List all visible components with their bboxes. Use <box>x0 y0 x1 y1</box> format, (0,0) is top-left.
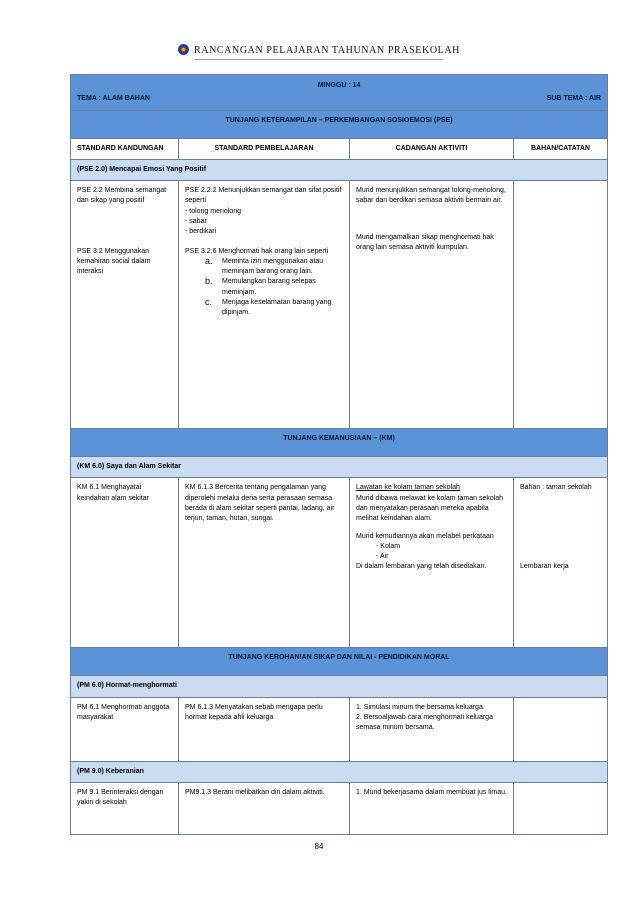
section-row-pse <box>71 160 608 181</box>
content-row-pm9 <box>71 782 608 834</box>
column-header-row <box>71 139 608 160</box>
cell-aktiviti-pse <box>350 181 514 429</box>
cell-bahan-km <box>514 478 608 648</box>
pillar-row-pse <box>71 111 608 139</box>
sk-pse-3-2: PSE 3.2 Menggunakan kemahiran social dalam interaksi <box>77 247 151 275</box>
section-row-pm9 <box>71 761 608 782</box>
sp-pse-2-2-2: PSE 2.2.2 Menunjukkan semangat dan sifat positif seperti <box>185 187 342 205</box>
aktiviti-pm6-2: 2. Bersoaljawab cara menghormati keluarga semasa minum bersama. <box>356 713 493 731</box>
sp-list-item <box>185 277 343 297</box>
list-marker: a. <box>205 256 213 267</box>
sk-km-6-1: KM 6.1 Menghayatai keindahan alam sekitar <box>77 484 149 502</box>
page-number: 84 <box>314 842 324 851</box>
cell-sp-pm9 <box>179 782 350 834</box>
column-header-sk: STANDARD KANDUNGAN <box>71 139 179 160</box>
cell-bahan-pm6 <box>514 697 608 761</box>
list-marker: b. <box>205 276 213 287</box>
pillar-title-pm: TUNJANG KEROHANIAN SIKAP DAN NILAI - PENDIDIKAN MORAL <box>71 648 608 676</box>
cell-sp-km <box>179 478 350 648</box>
week-banner-row <box>71 75 608 111</box>
section-title-km: (KM 6.0) Saya dan Alam Sekitar <box>71 457 608 478</box>
ministry-logo-icon <box>178 44 189 55</box>
cell-bahan-pse <box>514 181 608 429</box>
aktiviti-km-body: Murid dibawa melawat ke kolam taman sekolah dan menyatakan perasaan mereka apabila melihat keindahan alam. <box>356 494 504 522</box>
week-banner <box>71 75 608 111</box>
cell-sp-pm6 <box>179 697 350 761</box>
cell-aktiviti-pm6 <box>350 697 514 761</box>
sk-pse-2-2: PSE 2.2 Membina semangat dan sikap yang positif <box>77 187 167 205</box>
aktiviti-pse-1: Murid menunjukkan semangat tolong-menolong, sabar dan berdikari semasa aktiviti bermain air. <box>356 187 506 205</box>
list-text: Meminta izin menggunakan atau meminjam barang orang lain. <box>222 258 324 276</box>
section-title-pm9: (PM 9.0) Keberanian <box>71 761 608 782</box>
bahan-km-1: Bahan : taman sekolah <box>520 484 592 492</box>
sp-pse-3-2-6: PSE 3.2.6 Menghormati hak orang lain seperti <box>185 247 329 255</box>
aktiviti-pm6-1: 1. Simulasi minum the bersama keluarga. <box>356 703 485 711</box>
cell-aktiviti-pm9 <box>350 782 514 834</box>
pillar-title-pse: TUNJANG KETERAMPILAN – PERKEMBANGAN SOSIOEMOSI (PSE) <box>71 111 608 139</box>
pillar-row-km <box>71 429 608 457</box>
cell-sk-pse <box>71 181 179 429</box>
section-row-km <box>71 457 608 478</box>
sp-list-item <box>185 257 343 277</box>
sp-list-item: - tolong menolong <box>185 207 242 215</box>
cell-bahan-pm9 <box>514 782 608 834</box>
column-header-sp: STANDARD PEMBELAJARAN <box>179 139 350 160</box>
section-title-pm6: (PM 6.0) Hormat-menghormati <box>71 676 608 697</box>
aktiviti-km-title: Lawatan ke kolam taman sekolah <box>356 484 460 492</box>
document-title: RANCANGAN PELAJARAN TAHUNAN PRASEKOLAH <box>194 45 460 56</box>
content-row-km <box>71 478 608 648</box>
theme-label: TEMA : ALAM BAHAN <box>77 94 150 102</box>
pillar-row-pm <box>71 648 608 676</box>
page-header <box>0 44 638 56</box>
lesson-plan-table <box>70 74 608 835</box>
aktiviti-km-sheet: Di dalam lembaran yang telah disediakan. <box>356 563 487 571</box>
content-row-pm6 <box>71 697 608 761</box>
aktiviti-km-label-item: - Kolam <box>376 543 401 551</box>
sp-pm-9-1-3: PM9.1.3 Berani melibatkan diri dalam aktiviti. <box>185 788 325 796</box>
sk-pm-9-1: PM 9.1 Berinteraksi dengan yakin di sekolah <box>77 788 164 806</box>
pillar-title-km: TUNJANG KEMANUSIAAN – (KM) <box>71 429 608 457</box>
week-label: MINGGU : 14 <box>317 82 361 89</box>
content-row-pse <box>71 181 608 429</box>
section-title-pse: (PSE 2.0) Mencapai Emosi Yang Positif <box>71 160 608 181</box>
section-row-pm6 <box>71 676 608 697</box>
cell-aktiviti-km <box>350 478 514 648</box>
sk-pm-6-1: PM 6.1 Menghormati anggota masyarakat <box>77 703 170 721</box>
aktiviti-km-label-intro: Murid kemudiannya akan melabel perkataan <box>356 532 494 540</box>
sp-list-item: - berdikari <box>185 227 217 235</box>
column-header-bahan: BAHAN/CATATAN <box>514 139 608 160</box>
cell-sp-pse <box>179 181 350 429</box>
subtheme-label: SUB TEMA : AIR <box>546 94 601 102</box>
cell-sk-km <box>71 478 179 648</box>
cell-sk-pm9 <box>71 782 179 834</box>
sp-km-6-1-3: KM 6.1.3 Bercerita tentang pengalaman yang diperolehi melalui deria serta perasaan semasa berada di alam sekitar seperti pantai, ladang, air terjun, taman, hutan, sungai. <box>185 484 335 522</box>
list-text: Memulangkan barang selepas meminjam. <box>222 278 316 296</box>
aktiviti-km-label-item: - Air <box>376 553 389 561</box>
list-text: Menjaga keselamatan barang yang dipinjam. <box>222 298 332 316</box>
aktiviti-pm9-1: 1. Murid bekerjasama dalam membuat jus limau. <box>356 788 507 796</box>
sp-pm-6-1-3: PM 6.1.3 Menyatakan sebab mengapa perlu hormat kepada ahli keluarga <box>185 703 323 721</box>
sp-list-item: - sabar <box>185 217 207 225</box>
list-marker: c. <box>205 296 213 307</box>
bahan-km-2: Lembaran kerja <box>520 562 569 570</box>
aktiviti-pse-2: Murid mengamalkan sikap menghormati hak orang lain semasa aktiviti kumpulan. <box>356 233 494 251</box>
header-rule <box>195 59 443 60</box>
sp-list-item <box>185 298 343 318</box>
column-header-aktiviti: CADANGAN AKTIVITI <box>350 139 514 160</box>
cell-sk-pm6 <box>71 697 179 761</box>
